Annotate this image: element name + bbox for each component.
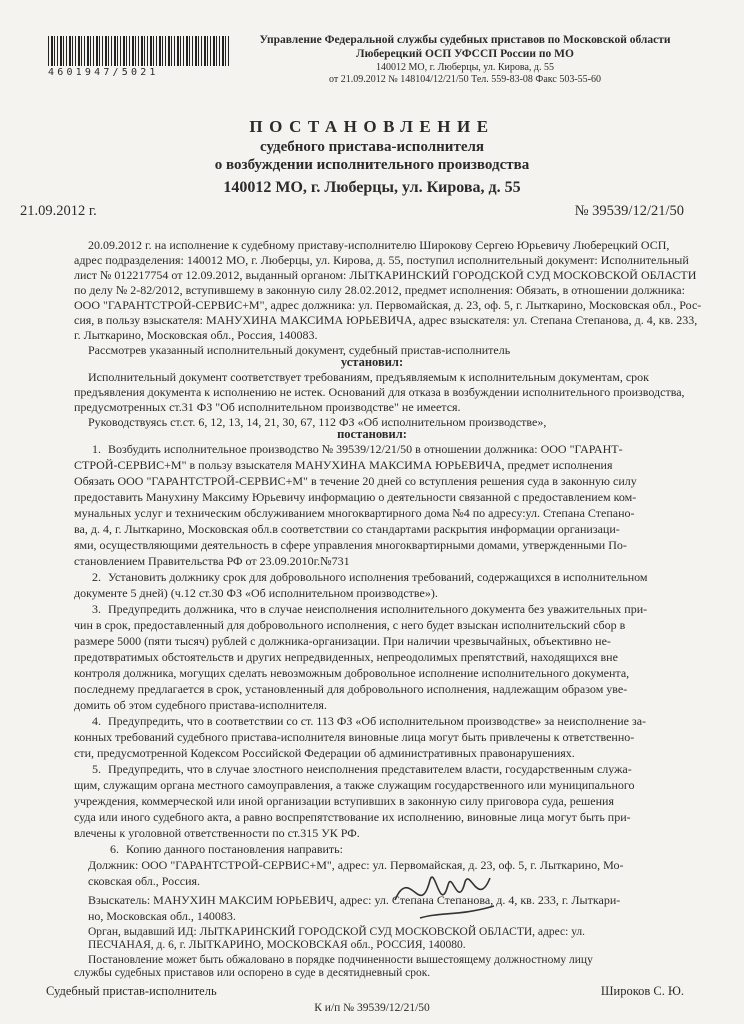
- title-address: 140012 МО, г. Люберцы, ул. Кирова, д. 55: [223, 179, 521, 196]
- document-number: № 39539/12/21/50: [574, 203, 684, 219]
- considered-line: Рассмотрев указанный исполнительный документ, судебный пристав-исполнитель: [88, 343, 511, 357]
- barcode-number: 4601947/5021: [48, 67, 159, 78]
- signature: [390, 860, 500, 935]
- item-line: конных требований судебного пристава-исполнителя виновные лица могут быть привлечены к ответственно-: [74, 730, 635, 744]
- item-line: влечены к уголовной ответственности по ст.315 УК РФ.: [74, 826, 360, 840]
- item-number: 1.: [92, 442, 101, 456]
- item-line: документе 5 дней) (ч.12 ст.30 ФЗ «Об исполнительном производстве»).: [74, 586, 438, 600]
- signer-name: Широков С. Ю.: [600, 984, 684, 998]
- item-line: предотвратимых обстоятельств и других непредвиденных, непреодолимых препятствий, находящихся вне: [74, 650, 618, 664]
- item-number: 4.: [92, 714, 101, 728]
- item-line: Установить должнику срок для добровольного исполнения требований, содержащихся в исполнительном: [108, 570, 648, 584]
- item-line: Предупредить должника, что в случае неисполнения исполнительного документа без уважительных при-: [108, 602, 648, 616]
- established-line: предусмотренных ст.31 ФЗ "Об исполнительном производстве" не имеется.: [74, 400, 461, 414]
- item-line: Обязать ООО "ГАРАНТСТРОЙ-СЕРВИС+М" в течение 20 дней со вступления решения суда в законную силу: [74, 474, 637, 488]
- intro-line: 20.09.2012 г. на исполнение к судебному приставу-исполнителю Широкову Сергею Юрьевичу Люберецкий ОСП,: [88, 238, 670, 252]
- item-line: чин в срок, предоставленный для добровольного исполнения, с него будет взыскан исполнительский сбор в: [74, 618, 626, 632]
- item-line: Возбудить исполнительное производство № 39539/12/21/50 в отношении должника: ООО "ГАРАНТ-: [108, 442, 623, 456]
- guided-line: Руководствуясь ст.ст. 6, 12, 13, 14, 21, 30, 67, 112 ФЗ «Об исполнительном производстве»,: [88, 415, 547, 429]
- item-line: последнему предлагается в срок, установленный для добровольного исполнения, надлежащим образом уве-: [74, 682, 628, 696]
- item-line: предоставить Манухину Максиму Юрьевичу информацию о деятельности связанной с предоставлением ком-: [74, 490, 637, 504]
- header-agency: Управление Федеральной службы судебных приставов по Московской области: [259, 34, 671, 46]
- established-heading: установил:: [340, 355, 404, 369]
- item-number: 6.: [110, 842, 119, 856]
- item-line: ва, д. 4, г. Лыткарино, Московская обл.в соответствии со стандартами раскрытия информации организаци-: [74, 522, 620, 536]
- established-line: предъявления документа к исполнению не истек. Оснований для отказа в возбуждении исполнительного производства,: [74, 385, 685, 399]
- resolved-heading: постановил:: [337, 427, 407, 441]
- item-line: размере 5000 (пяти тысяч) рублей с должника-организации. При наличии чрезвычайных, объективно не-: [74, 634, 611, 648]
- item-line: домить об этом судебного пристава-исполнителя.: [74, 698, 327, 712]
- document-title: ПОСТАНОВЛЕНИЕ: [249, 117, 495, 136]
- item-line: мунальных услуг и техническим обслуживанием многоквартирного дома №4 по адресу:ул. Степана Степано-: [74, 506, 635, 520]
- intro-line: г. Лыткарино, Московская обл., Россия, 140083.: [74, 328, 318, 342]
- item-line: учреждения, коммерческой или иной организации вступивших в законную силу приговора суда, решения: [74, 794, 614, 808]
- intro-line: лист № 012217754 от 12.09.2012, выданный органом: ЛЫТКАРИНСКИЙ ГОРОДСКОЙ СУД МОСКОВСКОЙ ОБЛАСТИ: [74, 268, 697, 282]
- recipient-line: ПЕСЧАНАЯ, д. 6, г. ЛЫТКАРИНО, МОСКОВСКАЯ обл., РОССИЯ, 140080.: [88, 939, 466, 951]
- item-line: суда или иного судебного акта, а равно воспрепятствование их исполнению, виновные лица могут быть при-: [74, 810, 631, 824]
- item-line: СТРОЙ-СЕРВИС+М" в пользу взыскателя МАНУХИНА МАКСИМА ЮРЬЕВИЧА, предмет исполнения: [74, 458, 613, 472]
- item-number: 2.: [92, 570, 101, 584]
- item-line: Предупредить, что в случае злостного неисполнения представителем власти, государственным служа-: [108, 762, 632, 776]
- document-date: 21.09.2012 г.: [20, 203, 97, 219]
- appeal-line: Постановление может быть обжаловано в порядке подчиненности вышестоящему должностному лицу: [88, 954, 593, 966]
- item-line: ями, осуществляющими деятельность в сфере управления многоквартирными домами, утвержденными По-: [74, 538, 627, 552]
- item-line: Предупредить, что в соответствии со ст. 113 ФЗ «Об исполнительном производстве» за неисполнение за-: [108, 714, 647, 728]
- item-number: 3.: [92, 602, 101, 616]
- item-line: становлением Правительства РФ от 23.09.2010г.№731: [74, 554, 350, 568]
- header-reference: от 21.09.2012 № 148104/12/21/50 Тел. 559-83-08 Факс 503-55-60: [329, 74, 601, 85]
- item-line: сти, предусмотренной Кодексом Российской Федерации об административных правонарушениях.: [74, 746, 575, 760]
- recipient-line: сковская обл., Россия.: [88, 874, 201, 888]
- item-line: контроля должника, могущих сделать невозможным добровольное исполнение исполнительного документа,: [74, 666, 630, 680]
- barcode: [48, 36, 230, 66]
- item-number: 5.: [92, 762, 101, 776]
- title-subtitle-2: о возбуждении исполнительного производства: [214, 157, 530, 173]
- recipient-line: Должник: ООО "ГАРАНТСТРОЙ-СЕРВИС+М", адрес: ул. Первомайская, д. 23, оф. 5, г. Лыткарино, Мо-: [88, 858, 624, 872]
- item-label: Копию данного постановления направить:: [126, 842, 343, 856]
- recipient-line: Орган, выдавший ИД: ЛЫТКАРИНСКИЙ ГОРОДСКОЙ СУД МОСКОВСКОЙ ОБЛАСТИ, адрес: ул.: [88, 926, 586, 938]
- recipient-line: но, Московская обл., 140083.: [88, 909, 236, 923]
- title-subtitle-1: судебного пристава-исполнителя: [259, 139, 485, 155]
- header-department: Люберецкий ОСП УФССП России по МО: [356, 48, 574, 60]
- item-line: щим, служащим органа местного самоуправления, а также служащим государственного или муниципального: [74, 778, 635, 792]
- intro-line: сия, в пользу взыскателя: МАНУХИНА МАКСИМА ЮРЬЕВИЧА, адрес взыскателя: ул. Степана Степанова, д. 4, кв. 233,: [74, 313, 698, 327]
- intro-line: ООО "ГАРАНТСТРОЙ-СЕРВИС+М", адрес должника: ул. Первомайская, д. 23, оф. 5, г. Лыткарино, Московская обл., Рос-: [74, 298, 702, 312]
- intro-line: по делу № 2-82/2012, вступившему в законную силу 28.02.2012, предмет исполнения: Обязать, в отношении должника:: [74, 283, 685, 297]
- signer-title: Судебный пристав-исполнитель: [46, 984, 217, 998]
- appeal-line: службы судебных приставов или оспорено в суде в десятидневный срок.: [74, 967, 431, 979]
- header-address: 140012 МО, г. Люберцы, ул. Кирова, д. 55: [376, 62, 554, 73]
- established-line: Исполнительный документ соответствует требованиям, предъявляемым к исполнительным документам, срок: [88, 370, 650, 384]
- recipient-line: Взыскатель: МАНУХИН МАКСИМ ЮРЬЕВИЧ, адрес: ул. Степана Степанова, д. 4, кв. 233, г. Лыткари-: [88, 893, 621, 907]
- footer-reference: К и/п № 39539/12/21/50: [314, 1002, 430, 1014]
- intro-line: адрес подразделения: 140012 МО, г. Люберцы, ул. Кирова, д. 55, поступил исполнительный документ: Исполнительный: [74, 253, 689, 267]
